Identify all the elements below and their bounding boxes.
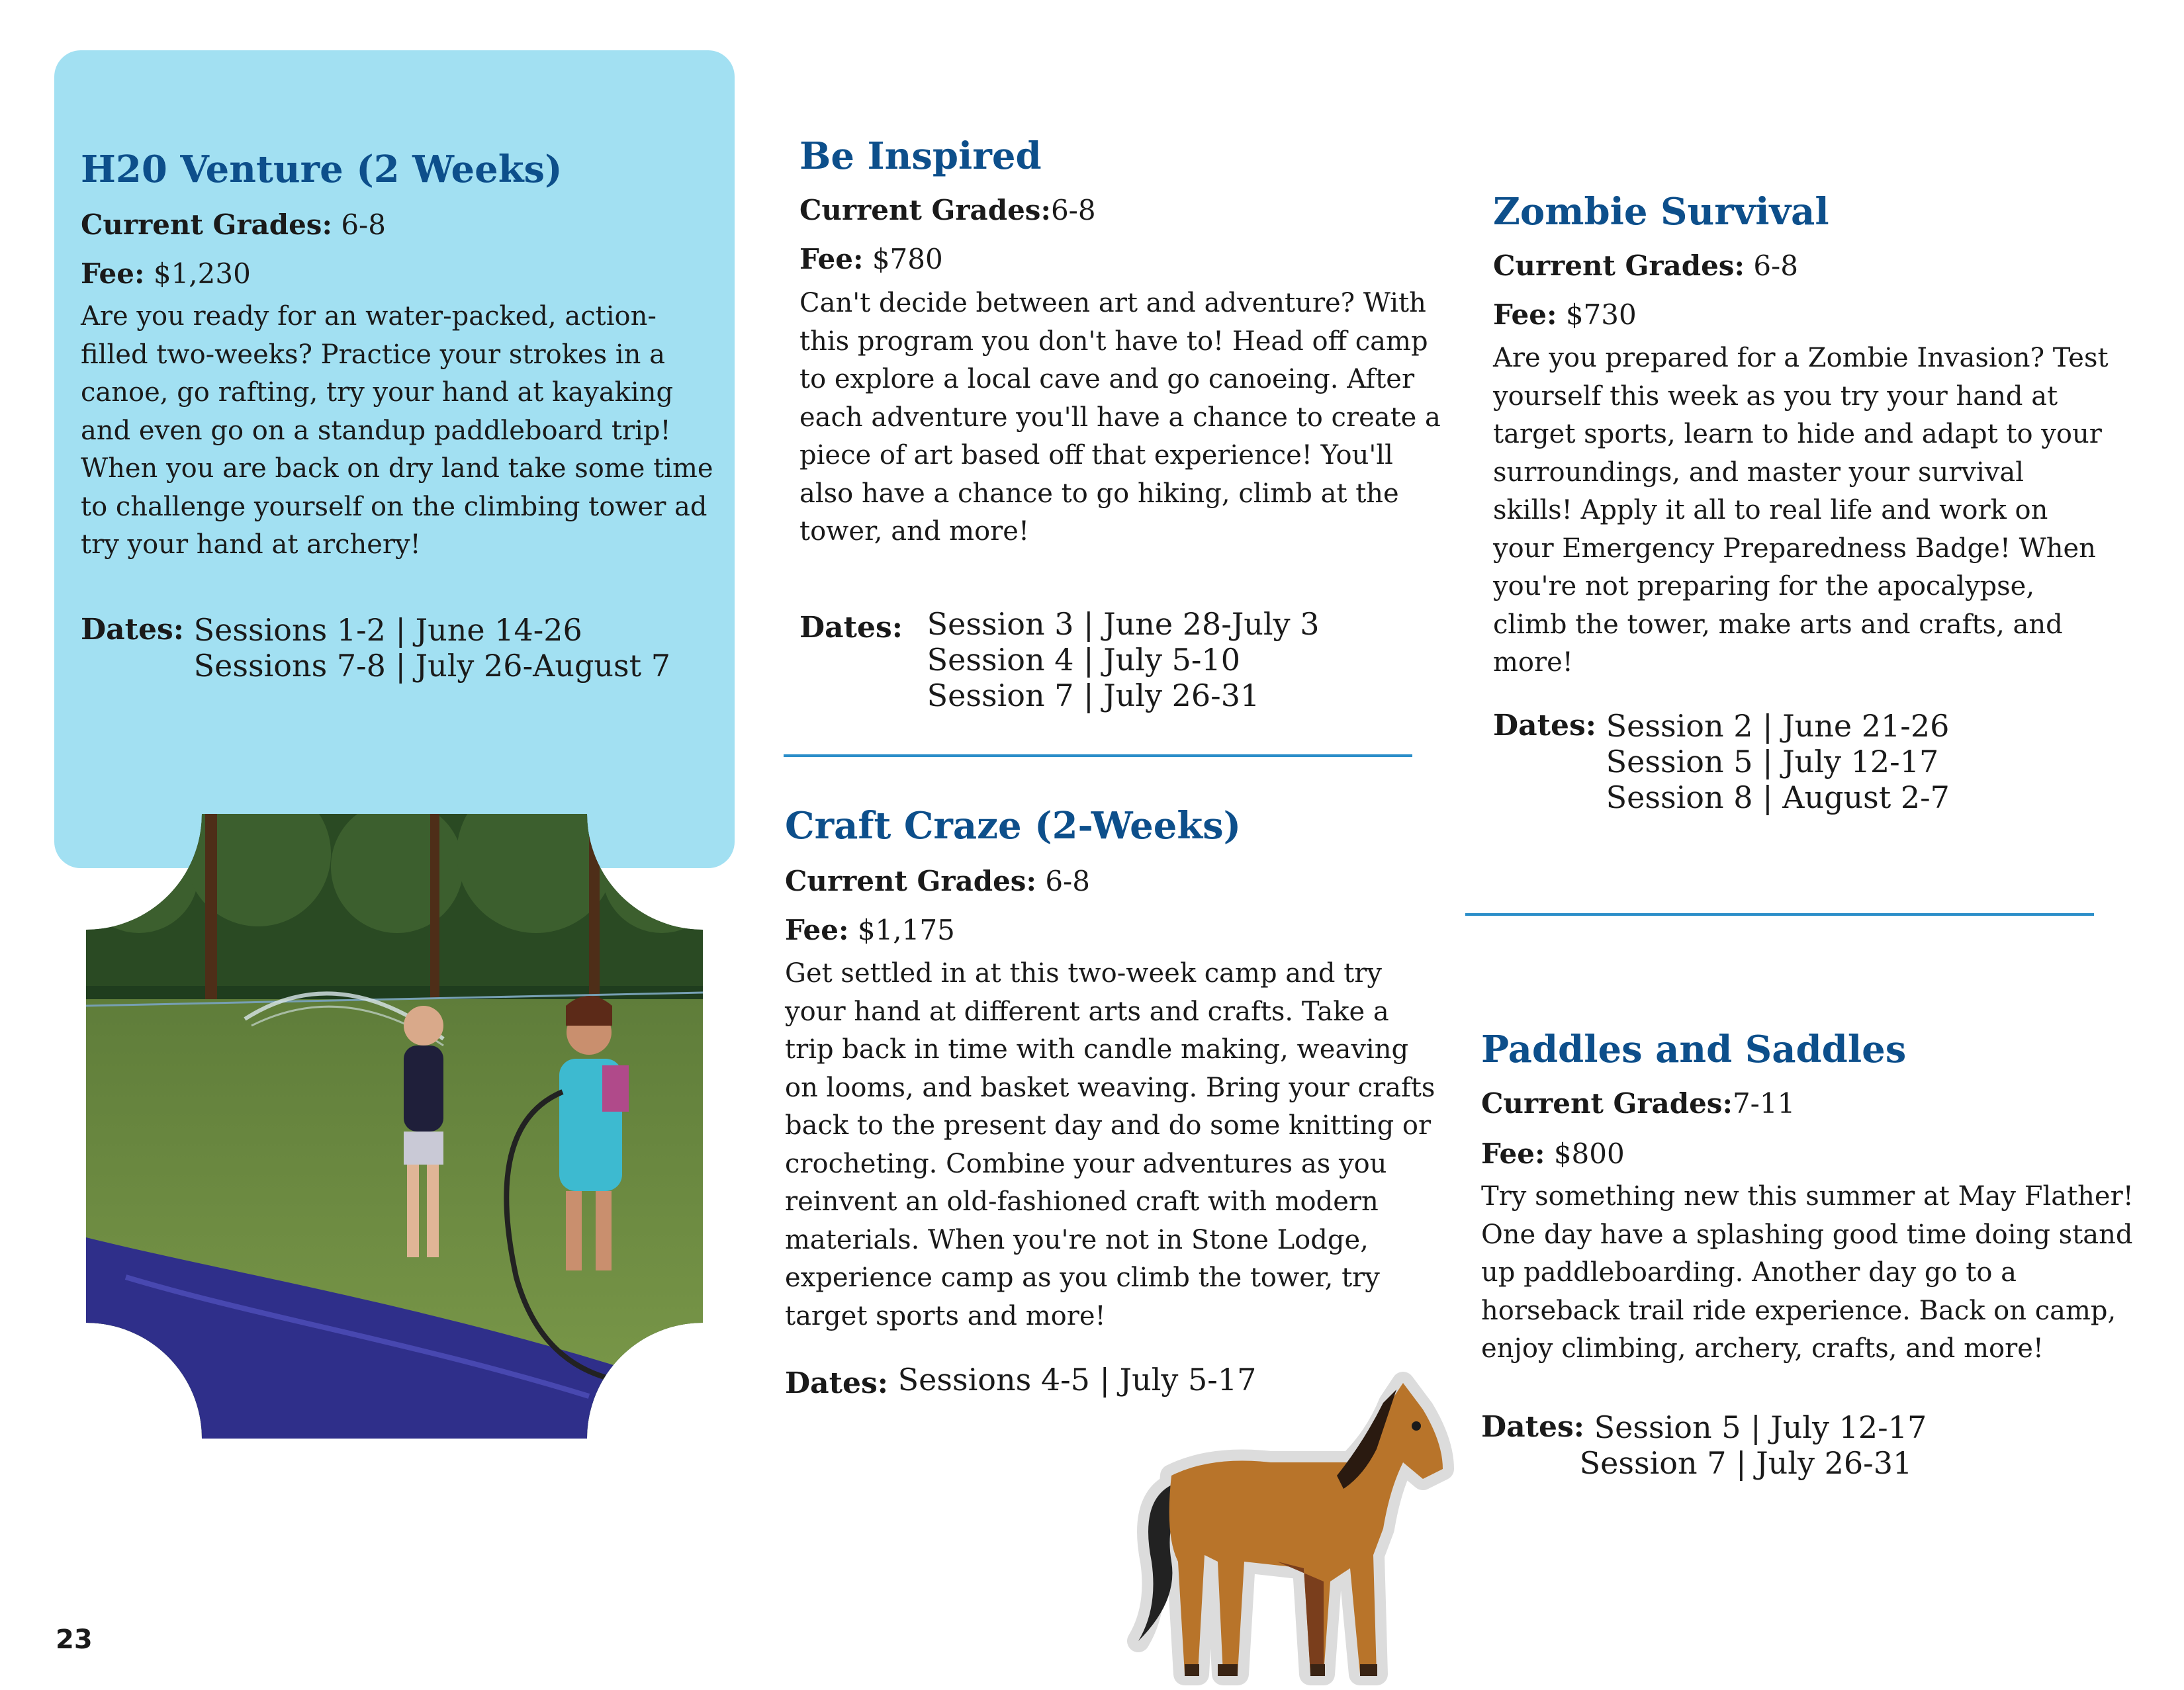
zombie-description	[1493, 339, 2109, 682]
fee-label: Fee:	[81, 257, 145, 290]
inspired-description	[799, 285, 1441, 551]
date-item: Session 8 | August 2-7	[1606, 779, 1950, 815]
desc-line: canoe, go rafting, try your hand at kayaking	[81, 377, 674, 408]
grades-value: 6-8	[1753, 249, 1798, 282]
desc-line: climb the tower, make arts and crafts, and	[1493, 609, 2063, 640]
date-item: Session 2 | June 21-26	[1606, 708, 1950, 744]
desc-line: When you are back on dry land take some time	[81, 453, 713, 484]
desc-line: surroundings, and master your survival	[1493, 457, 2024, 488]
date-item: Sessions 4-5 | July 5-17	[897, 1362, 1257, 1398]
dates-label: Dates:	[799, 611, 903, 645]
h2o-title: H20 Venture (2 Weeks)	[81, 148, 563, 191]
inspired-dates	[799, 606, 1320, 713]
page-number: 23	[56, 1624, 93, 1655]
desc-line: target sports and more!	[785, 1300, 1106, 1331]
desc-line: up paddleboarding. Another day go to a	[1481, 1257, 2017, 1288]
desc-line: Are you prepared for a Zombie Invasion? Test	[1493, 343, 2109, 373]
grades-label: Current Grades:	[81, 208, 332, 241]
desc-line: yourself this week as you try your hand at	[1493, 380, 2058, 412]
craft-title: Craft Craze (2-Weeks)	[785, 804, 1242, 848]
zombie-fee	[1493, 296, 1637, 334]
desc-line: your Emergency Preparedness Badge! When	[1493, 533, 2096, 564]
dates-label: Dates:	[81, 613, 184, 646]
craft-description	[785, 955, 1435, 1335]
desc-line: to explore a local cave and go canoeing. After	[799, 364, 1415, 394]
section-divider	[1465, 913, 2094, 916]
paddles-dates	[1481, 1409, 1927, 1481]
section-divider	[784, 754, 1412, 757]
zombie-title: Zombie Survival	[1493, 190, 1829, 234]
desc-line: trip back in time with candle making, weaving	[785, 1034, 1409, 1065]
h2o-dates	[81, 612, 670, 684]
dates-label: Dates:	[785, 1366, 888, 1400]
date-item: Session 7 | July 26-31	[927, 678, 1260, 713]
dates-label: Dates:	[1493, 709, 1596, 742]
fee-label: Fee:	[1493, 298, 1557, 331]
desc-line: try your hand at archery!	[81, 529, 421, 560]
desc-line: One day have a splashing good time doing stand	[1481, 1219, 2133, 1250]
h2o-description	[81, 298, 713, 564]
date-item: Session 5 | July 12-17	[1606, 744, 1939, 779]
desc-line: materials. When you're not in Stone Lodge,	[785, 1224, 1369, 1255]
desc-line: also have a chance to go hiking, climb at the	[799, 478, 1399, 509]
inspired-title: Be Inspired	[799, 134, 1042, 178]
craft-grades	[785, 863, 1090, 900]
fee-value: $1,230	[153, 257, 251, 290]
dates-label: Dates:	[1481, 1410, 1584, 1444]
fee-value: $1,175	[857, 914, 955, 946]
desc-line: Are you ready for an water-packed, action-	[81, 301, 657, 332]
grades-label: Current Grades:	[785, 865, 1036, 897]
desc-line: Get settled in at this two-week camp and try	[785, 958, 1382, 989]
h2o-grades	[81, 206, 386, 244]
paddles-description	[1481, 1178, 2134, 1368]
date-item: Session 4 | July 5-10	[927, 642, 1240, 678]
desc-line: horseback trail ride experience. Back on camp,	[1481, 1295, 2116, 1326]
desc-line: experience camp as you climb the tower, try	[785, 1263, 1380, 1293]
desc-line: enjoy climbing, archery, crafts, and more!	[1481, 1333, 2044, 1364]
date-item: Session 5 | July 12-17	[1594, 1409, 1927, 1445]
desc-line: reinvent an old-fashioned craft with modern	[785, 1186, 1379, 1217]
desc-line: your hand at different arts and crafts. Take a	[785, 996, 1389, 1027]
desc-line: piece of art based off that experience! You'll	[799, 440, 1393, 470]
date-item: Sessions 1-2 | June 14-26	[193, 612, 582, 648]
grades-value: 6-8	[1050, 194, 1096, 226]
grades-label: Current Grades:	[799, 194, 1051, 226]
desc-line: this program you don't have to! Head off camp	[799, 326, 1428, 357]
grades-value: 6-8	[1045, 865, 1090, 897]
inspired-grades	[799, 192, 1096, 229]
desc-line: tower, and more!	[799, 516, 1030, 547]
desc-line: Try something new this summer at May Flather!	[1481, 1181, 2134, 1212]
grades-label: Current Grades:	[1493, 249, 1745, 282]
date-item: Session 7 | July 26-31	[1579, 1445, 1913, 1481]
grades-label: Current Grades:	[1481, 1087, 1733, 1120]
desc-line: target sports, learn to hide and adapt to your	[1493, 419, 2102, 449]
desc-line: to challenge yourself on the climbing tower ad	[81, 491, 707, 522]
paddles-fee	[1481, 1135, 1625, 1173]
h2o-fee	[81, 255, 251, 292]
campers-water-photo	[86, 814, 703, 1439]
horse-sticker-icon	[1112, 1363, 1469, 1687]
zombie-grades	[1493, 247, 1798, 285]
inspired-fee	[799, 241, 943, 278]
zombie-dates	[1493, 708, 1950, 815]
fee-value: $780	[872, 243, 943, 275]
desc-line: skills! Apply it all to real life and work on	[1493, 495, 2048, 525]
grades-value: 6-8	[341, 208, 386, 241]
fee-label: Fee:	[785, 914, 849, 946]
date-item: Session 3 | June 28-July 3	[927, 606, 1320, 642]
desc-line: you're not preparing for the apocalypse,	[1493, 571, 2035, 601]
desc-line: filled two-weeks? Practice your strokes in a	[81, 339, 665, 370]
grades-value: 7-11	[1732, 1087, 1796, 1120]
craft-fee	[785, 912, 955, 949]
paddles-grades	[1481, 1085, 1795, 1122]
desc-line: on looms, and basket weaving. Bring your crafts	[785, 1072, 1435, 1103]
desc-line: each adventure you'll have a chance to create a	[799, 402, 1441, 433]
fee-value: $730	[1565, 298, 1637, 331]
fee-value: $800	[1553, 1137, 1625, 1170]
date-item: Sessions 7-8 | July 26-August 7	[193, 648, 671, 684]
desc-line: crocheting. Combine your adventures as you	[785, 1148, 1387, 1179]
desc-line: and even go on a standup paddleboard trip!	[81, 415, 671, 446]
paddles-title: Paddles and Saddles	[1481, 1028, 1907, 1071]
fee-label: Fee:	[799, 243, 864, 275]
desc-line: Can't decide between art and adventure? With	[799, 288, 1426, 318]
desc-line: back to the present day and do some knitting or	[785, 1110, 1432, 1141]
fee-label: Fee:	[1481, 1137, 1545, 1170]
desc-line: more!	[1493, 647, 1573, 678]
